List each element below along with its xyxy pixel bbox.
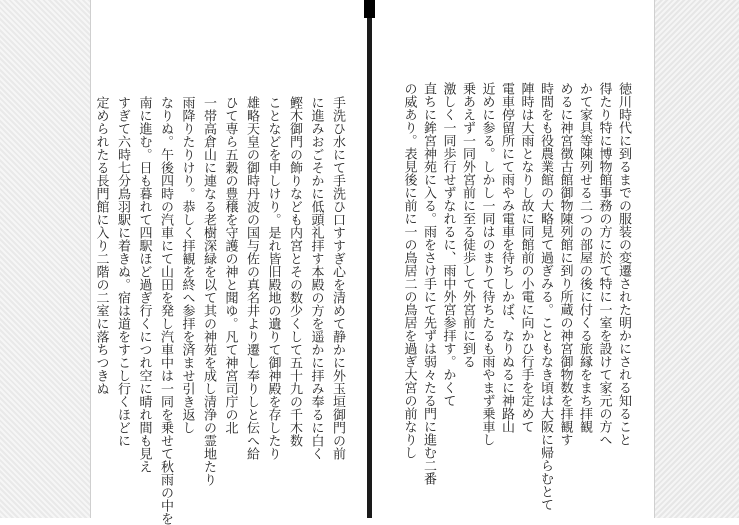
scan-margin-left	[0, 0, 90, 518]
gutter-cap	[364, 0, 375, 18]
text-line: 時間をも役農業館の大略見て過ぎみる。こともなき頃は大阪に帰らむとて	[538, 82, 553, 511]
text-line: すぎて六時七分鳥羽駅に着きぬ。宿は道をすこし行くほどに	[115, 96, 130, 447]
text-line: 近めに参る。しかし一同はのまりて待ちたるも雨やまず乗車し	[479, 82, 495, 446]
text-line: 鰹木御門の飾りなども内宮とその数少くして五十九の千木数	[287, 96, 302, 447]
left-page-text	[93, 96, 348, 525]
text-line: 直ちに鉾宮神苑に入る。雨をさけ手にて先ずは弱々たる門に進む二番	[421, 82, 436, 485]
text-line: 雄略天皇の御時丹波の国与佐の真名井より遷し奉りしと伝へ給	[244, 96, 259, 460]
text-line: 電車停留所にて雨やみ電車を待ちしかば、なりぬるに神路山	[499, 82, 514, 433]
text-line: 一帯高倉山に連なる老樹深緑を以て其の神苑を成し清浄の霊地たり	[201, 96, 216, 486]
text-line: 手洗ひ水にて手洗ひ口すすぎ心を清めて静かに外玉垣御門の前	[330, 96, 345, 460]
text-line: 得たり特に博物館事務の方に於て特に一室を設けて家元の方へ	[596, 82, 612, 446]
text-line: 激しく一同歩行せずなれるに、雨中外宮参拝す。かくて	[440, 82, 456, 407]
text-line: 雨降りたりけり。恭しく拝観を終へ参拝を済ませ引き返し	[179, 96, 195, 434]
text-line: ことなどを申しけり。是れ皆旧殿地の遺りて御神殿を存したり	[265, 96, 281, 460]
text-line: なりぬ。午後四時の汽車にて山田を発し汽車中は一同を乗せて秋雨の中を	[158, 96, 173, 525]
scan-margin-right	[654, 0, 739, 518]
text-line: 定められたる長門館に入り二階の二室に落ちつきぬ	[93, 96, 109, 395]
text-line: に進みおごそかに低頭礼拝す本殿の方を遥かに拝み奉るに白く	[308, 96, 324, 460]
text-line: ひて専ら五穀の豊穣を守護の神と聞ゆ。凡て神宮司庁の北	[222, 96, 238, 434]
text-line: かて家具等陳列せる二つの部屋の後に付くる旅縁をまち拝観	[577, 82, 592, 433]
text-line: の威あり。表見後に前に一の鳥居二の鳥居を過ぎ大宮の前なりし	[401, 82, 417, 459]
text-line: 南に進む。日も暮れて四駅ほど過ぎ行くにつれ空に晴れ間も見え	[136, 96, 152, 473]
book-gutter	[362, 0, 377, 518]
right-page-text	[401, 82, 633, 511]
text-line: 徳川時代に到るまでの服装の変遷された明かにされる知ること	[616, 82, 631, 446]
text-line: 乗あえず一同外宮前に至る徒歩して外宮前に到る	[460, 82, 475, 368]
text-line: めるに神宮徴古館御物陳列館に到り所蔵の神宮御物数を拝観す	[557, 82, 573, 446]
gutter-line	[367, 0, 372, 518]
text-line: 陣時は大雨となりし故に同館前の小電に向かひ行手を定めて	[518, 82, 534, 433]
